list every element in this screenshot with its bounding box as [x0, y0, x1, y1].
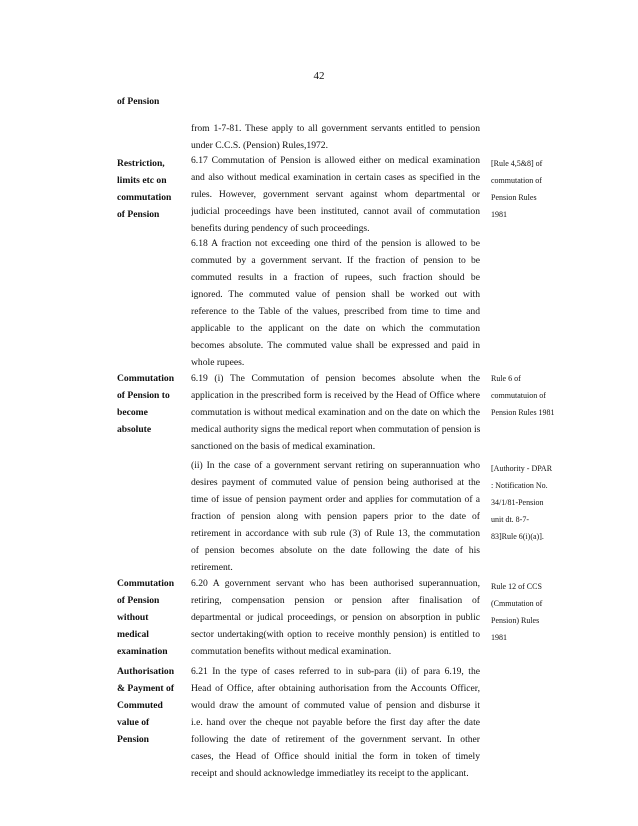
text-line: sector undertaking(with option to receive monthly pension) is entitled to: [191, 629, 480, 640]
label-line: limits etc on: [117, 175, 167, 186]
text-line: fraction of pension along with pension papers prior to the date of: [191, 511, 480, 522]
rule-reference: [491, 370, 576, 421]
text-line: (ii) In the case of a government servant retiring on superannuation who: [191, 460, 480, 471]
text-line: rules. However, government servant against whom departmental or: [191, 189, 480, 200]
paragraph-6-19-i: [191, 370, 480, 455]
ref-line: 34/1/81-Pension: [491, 498, 544, 507]
label-line: Commutation: [117, 578, 175, 589]
label-line: of Pension: [117, 209, 160, 220]
ref-line: 83]Rule 6(i)(a)].: [491, 532, 544, 541]
rule-reference: [491, 578, 576, 646]
text-line: would draw the amount of commuted value of pension and disburse it: [191, 700, 480, 711]
text-line: retirement.: [191, 562, 233, 573]
ref-line: (Cmmutation of: [491, 599, 543, 608]
continued-section-label: [117, 93, 187, 110]
rule-reference: [491, 155, 576, 223]
ref-line: Rule 6 of: [491, 374, 521, 383]
label-line: absolute: [117, 424, 152, 435]
label-line: & Payment of: [117, 683, 175, 694]
text-line: medical authority signs the medical report when commutation of pension is: [191, 424, 480, 435]
label-line: Restriction,: [117, 158, 165, 169]
text-line: 6.19 (i) The Commutation of pension becomes absolute when the: [191, 373, 480, 384]
text-line: time of issue of pension payment order and applies for commutation of a: [191, 494, 480, 505]
ref-line: 1981: [491, 210, 507, 219]
ref-line: : Notification No.: [491, 481, 548, 490]
ref-line: commutatuion of: [491, 391, 546, 400]
label-line: Pension: [117, 734, 149, 745]
ref-line: Pension Rules 1981: [491, 408, 555, 417]
paragraph-6-17: [191, 152, 480, 237]
ref-line: 1981: [491, 633, 507, 642]
label-line: commutation: [117, 192, 172, 203]
text-line: from 1-7-81. These apply to all government servants entitled to pension: [191, 123, 480, 134]
label-line: of Pension to: [117, 390, 170, 401]
text-line: applicable to the applicant on the date on which the commutation: [191, 323, 480, 334]
authority-reference: [491, 460, 576, 545]
label-line: become: [117, 407, 148, 418]
text-line: benefits during pendency of such proceedings.: [191, 223, 370, 234]
text-line: commutation benefits without medical examination.: [191, 646, 392, 657]
text-line: 6.21 In the type of cases referred to in sub-para (ii) of para 6.19, the: [191, 666, 480, 677]
text-line: becomes absolute. The commuted value shall be expressed and paid in: [191, 340, 480, 351]
text-line: commuted by a government servant. If the fraction of pension to be: [191, 255, 480, 266]
ref-line: [Rule 4,5&8] of: [491, 159, 543, 168]
text-line: ignored. The commuted value of pension shall be worked out with: [191, 289, 480, 300]
text-line: reference to the Table of the values, prescribed from time to time and: [191, 306, 480, 317]
ref-line: Pension) Rules: [491, 616, 540, 625]
text-line: judicial proceedings have been instituted, cannot avail of commutation: [191, 206, 480, 217]
text-line: under C.C.S. (Pension) Rules,1972.: [191, 140, 328, 151]
ref-line: [Authority - DPAR: [491, 464, 553, 473]
label-line: Authorisation: [117, 666, 175, 677]
text-line: sanctioned on the basis of medical examination.: [191, 441, 376, 452]
label-line: without: [117, 612, 149, 623]
text-line: 6.17 Commutation of Pension is allowed either on medical examination: [191, 155, 480, 166]
text-line: retiring, compensation pension or pension after finalisation of: [191, 595, 480, 606]
text-line: commutation is without medical examination and on the date on which the: [191, 407, 480, 418]
page-number: 42: [313, 70, 325, 82]
text-line: of pension becomes absolute on the date following the date of his: [191, 545, 480, 556]
ref-line: commutation of: [491, 176, 542, 185]
label-line: medical: [117, 629, 149, 640]
margin-heading-restriction: [117, 155, 187, 223]
paragraph-6-18: [191, 235, 480, 371]
label-line: Commutation: [117, 373, 175, 384]
text-line: Head of Office, after obtaining authorisation from the Accounts Officer,: [191, 683, 480, 694]
label-line: value of: [117, 717, 150, 728]
label-line: Commuted: [117, 700, 163, 711]
text-line: 6.18 A fraction not exceeding one third of the pension is allowed to be: [191, 238, 480, 249]
paragraph-6-19-ii: [191, 457, 480, 576]
margin-heading-without-medical: [117, 575, 187, 660]
text-line: 6.20 A government servant who has been authorised superannuation,: [191, 578, 480, 589]
paragraph-6-21: [191, 663, 480, 782]
text-line: and also without medical examination in certain cases as specified in the: [191, 172, 480, 183]
label-line: of Pension: [117, 96, 160, 107]
text-line: desires payment of commuted value of pension being authorised at the: [191, 477, 480, 488]
margin-heading-authorisation: [117, 663, 187, 748]
label-line: of Pension: [117, 595, 160, 606]
text-line: retirement in accordance with sub rule (3) of Rule 13, the commutation: [191, 528, 480, 539]
ref-line: Rule 12 of CCS: [491, 582, 542, 591]
paragraph-6-20: [191, 575, 480, 660]
margin-heading-absolute: [117, 370, 187, 438]
text-line: whole rupees.: [191, 357, 245, 368]
text-line: application in the prescribed form is received by the Head of Office where: [191, 390, 480, 401]
text-line: following the date of retirement of the government servant. In other: [191, 734, 480, 745]
label-line: examination: [117, 646, 168, 657]
ref-line: unit dt. 8-7-: [491, 515, 529, 524]
text-line: departmental or judical proceedings, or pension on absorption in public: [191, 612, 480, 623]
text-line: i.e. hand over the cheque not payable before the first day after the date: [191, 717, 480, 728]
text-line: cases, the Head of Office should initial the form in token of timely: [191, 751, 480, 762]
text-line: receipt and should acknowledge immediatley its receipt to the applicant.: [191, 768, 469, 779]
paragraph-continuation: [191, 120, 480, 154]
ref-line: Pension Rules: [491, 193, 537, 202]
text-line: commuted results in a fraction of rupees, such fraction should be: [191, 272, 480, 283]
